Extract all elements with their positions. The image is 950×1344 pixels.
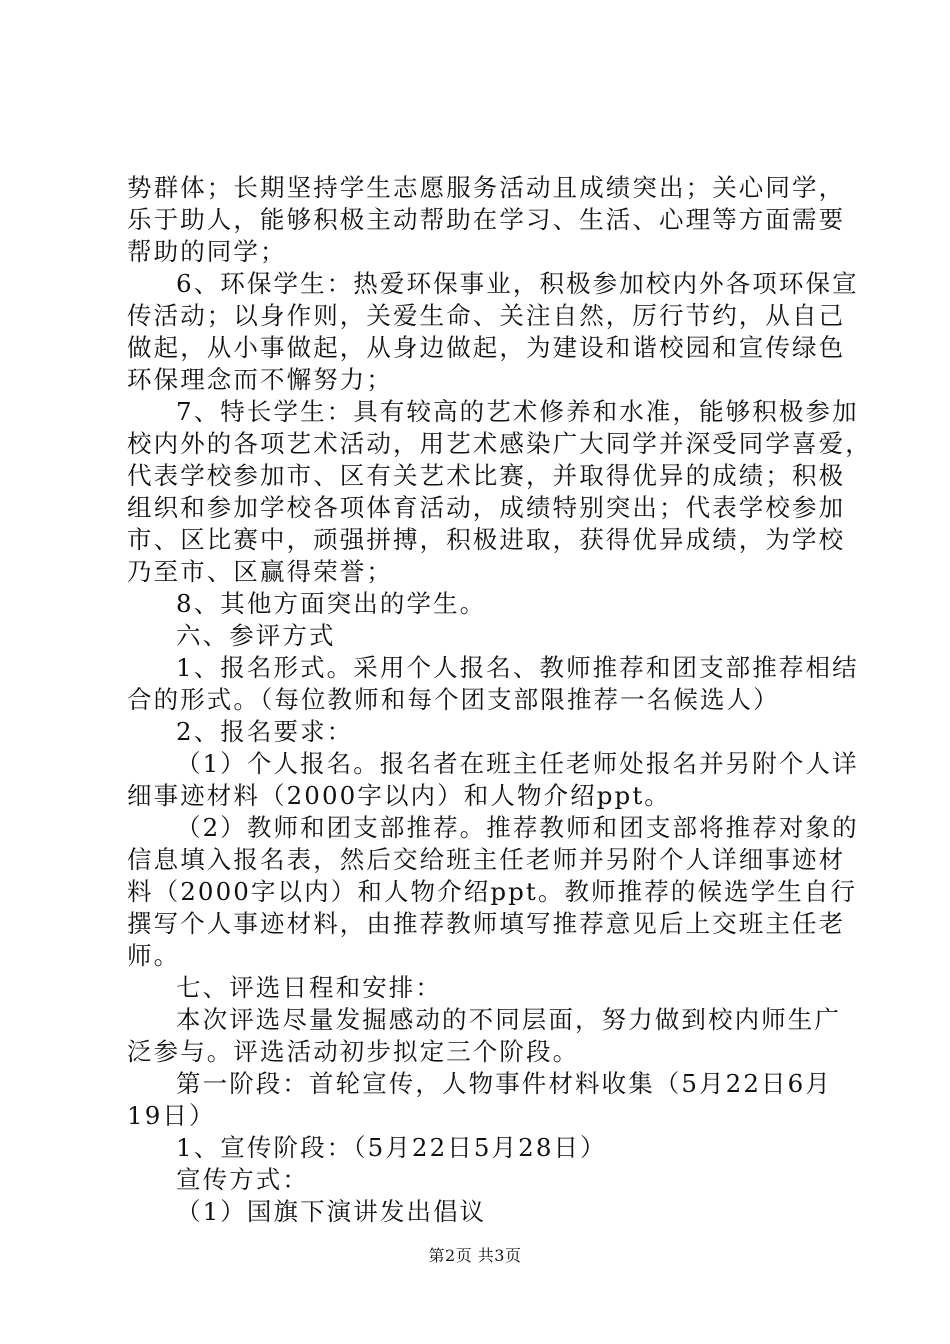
- text-line: 帮助的同学；: [127, 237, 287, 266]
- text-line: 校内外的各项艺术活动，用艺术感染广大同学并深受同学喜爱，: [127, 429, 872, 458]
- text-line: 市、区比赛中，顽强拼搏，积极进取，获得优异成绩，为学校: [127, 525, 846, 554]
- text-line: 乐于助人，能够积极主动帮助在学习、生活、心理等方面需要: [127, 205, 846, 234]
- text-line: 合的形式。（每位教师和每个团支部限推荐一名候选人）: [127, 685, 780, 714]
- text-line: 7、特长学生：具有较高的艺术修养和水准，能够积极参加: [176, 397, 859, 426]
- text-line: 信息填入报名表，然后交给班主任老师并另附个人详细事迹材: [127, 845, 846, 874]
- text-line: 1、宣传阶段：（5月22日5月28日）: [176, 1133, 607, 1162]
- text-line: （1）国旗下演讲发出倡议: [176, 1197, 487, 1226]
- text-line: 本次评选尽量发掘感动的不同层面，努力做到校内师生广: [176, 1005, 841, 1034]
- text-line: 19日）: [127, 1101, 216, 1130]
- text-line: 宣传方式：: [176, 1165, 309, 1194]
- text-line: 环保理念而不懈努力；: [127, 365, 393, 394]
- text-line: 6、环保学生：热爱环保事业，积极参加校内外各项环保宣: [176, 269, 859, 298]
- section-heading: 七、评选日程和安排：: [176, 973, 442, 1002]
- text-line: 泛参与。评选活动初步拟定三个阶段。: [127, 1037, 580, 1066]
- text-line: 撰写个人事迹材料，由推荐教师填写推荐意见后上交班主任老: [127, 909, 846, 938]
- text-line: 做起，从小事做起，从身边做起，为建设和谐校园和宣传绿色: [127, 333, 846, 362]
- text-line: 代表学校参加市、区有关艺术比赛，并取得优异的成绩；积极: [127, 461, 846, 490]
- text-line: （2）教师和团支部推荐。推荐教师和团支部将推荐对象的: [176, 813, 859, 842]
- text-line: 乃至市、区赢得荣誉；: [127, 557, 393, 586]
- text-line: （1）个人报名。报名者在班主任老师处报名并另附个人详: [176, 749, 859, 778]
- text-line: 8、其他方面突出的学生。: [176, 589, 487, 618]
- text-line: 传活动；以身作则，关爱生命、关注自然，厉行节约，从自己: [127, 301, 846, 330]
- page-number-footer: 第2页 共3页: [428, 1246, 522, 1265]
- text-line: 师。: [127, 941, 181, 970]
- text-line: 第一阶段：首轮宣传，人物事件材料收集（5月22日6月: [176, 1069, 832, 1098]
- text-line: 料（2000字以内）和人物介绍ppt。教师推荐的候选学生自行: [127, 877, 858, 906]
- text-line: 1、报名形式。采用个人报名、教师推荐和团支部推荐相结: [176, 653, 859, 682]
- text-line: 势群体；长期坚持学生志愿服务活动且成绩突出；关心同学，: [127, 173, 846, 202]
- text-line: 2、报名要求：: [176, 717, 354, 746]
- text-line: 组织和参加学校各项体育活动，成绩特别突出；代表学校参加: [127, 493, 846, 522]
- section-heading: 六、参评方式: [176, 621, 336, 650]
- text-line: 细事迹材料（2000字以内）和人物介绍ppt。: [127, 781, 671, 810]
